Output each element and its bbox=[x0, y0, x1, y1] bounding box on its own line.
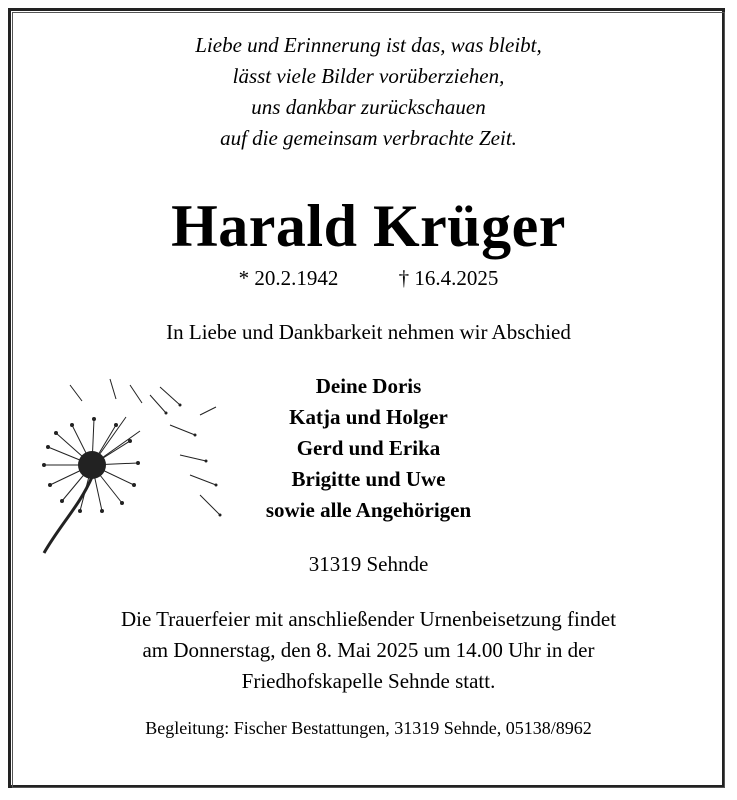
mourner-line: Deine Doris bbox=[315, 374, 422, 398]
poem-line: auf die gemeinsam verbrachte Zeit. bbox=[220, 126, 517, 150]
birth-date: * 20.2.1942 bbox=[238, 266, 339, 290]
undertaker-info: Begleitung: Fischer Bestattungen, 31319 Sehnde, 05138/8962 bbox=[145, 718, 592, 738]
mourner-line: Gerd und Erika bbox=[296, 436, 441, 460]
deceased-name: Harald Krüger bbox=[171, 193, 566, 259]
poem-line: lässt viele Bilder vorüberziehen, bbox=[232, 64, 505, 88]
service-line: am Donnerstag, den 8. Mai 2025 um 14.00 Uhr in der bbox=[142, 638, 595, 662]
death-date: † 16.4.2025 bbox=[398, 266, 499, 290]
poem-line: uns dankbar zurückschauen bbox=[251, 95, 486, 119]
service-info bbox=[0, 604, 737, 697]
mourner-line: Brigitte und Uwe bbox=[291, 467, 446, 491]
farewell-line: In Liebe und Dankbarkeit nehmen wir Abschied bbox=[166, 320, 571, 344]
service-line: Friedhofskapelle Sehnde statt. bbox=[241, 669, 496, 693]
mourners-list bbox=[180, 371, 557, 526]
mourner-line: sowie alle Angehörigen bbox=[265, 498, 472, 522]
service-line: Die Trauerfeier mit anschließender Urnenbeisetzung findet bbox=[120, 607, 617, 631]
location: 31319 Sehnde bbox=[308, 552, 429, 576]
mourner-line: Katja und Holger bbox=[289, 405, 448, 429]
memorial-poem bbox=[0, 30, 737, 154]
life-dates bbox=[0, 266, 737, 291]
poem-line: Liebe und Erinnerung ist das, was bleibt, bbox=[195, 33, 542, 57]
